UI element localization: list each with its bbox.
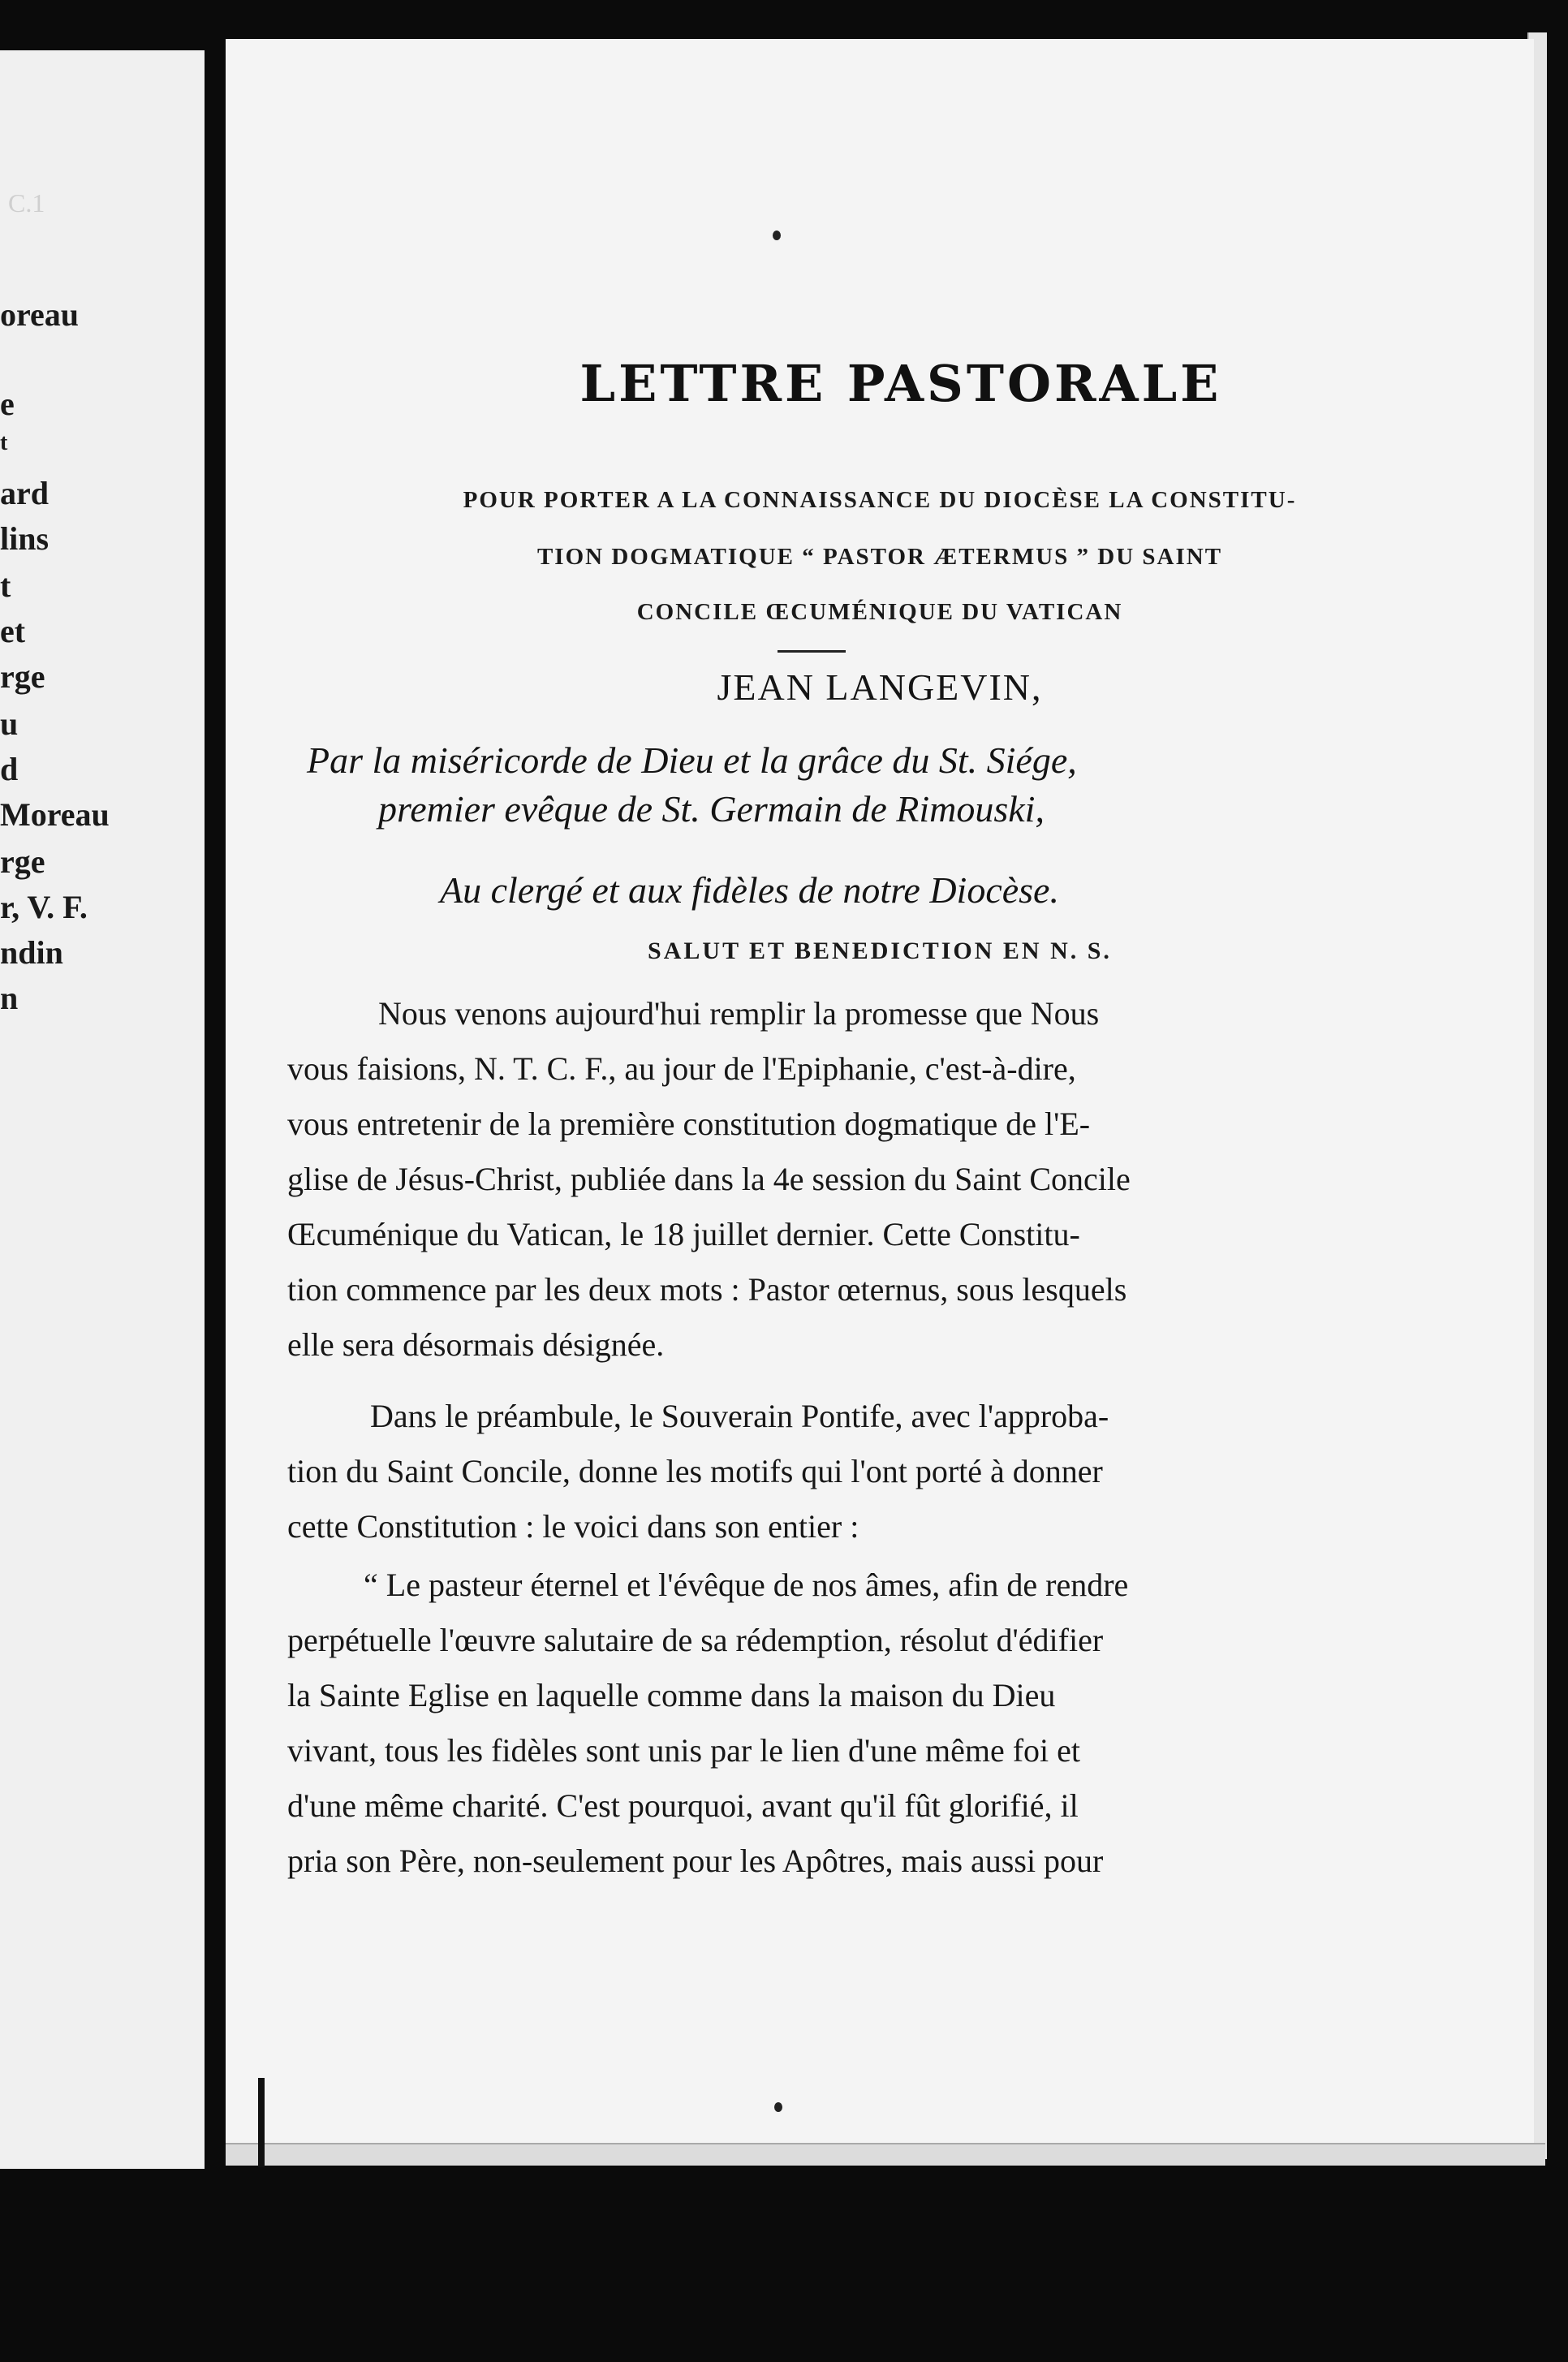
left-line: t — [0, 430, 8, 455]
body-line: elle sera désormais désignée. — [287, 1326, 665, 1363]
main-page — [226, 39, 1534, 2157]
salutation: SALUT ET BENEDICTION EN N. S. — [648, 937, 1112, 964]
left-line: oreau — [0, 296, 80, 333]
left-line: et — [0, 613, 26, 649]
left-line: ard — [0, 475, 49, 511]
body-line: vivant, tous les fidèles sont unis par le lien d'une même foi et — [287, 1732, 1080, 1769]
left-line: ndin — [0, 934, 63, 971]
body-line: glise de Jésus-Christ, publiée dans la 4e session du Saint Concile — [287, 1161, 1131, 1197]
heading-line: POUR PORTER A LA CONNAISSANCE DU DIOCÈSE LA CONSTITU- — [463, 487, 1297, 513]
body-line: cette Constitution : le voici dans son entier : — [287, 1508, 859, 1545]
body-line: vous faisions, N. T. C. F., au jour de l'Epiphanie, c'est-à-dire, — [287, 1050, 1076, 1087]
body-line: d'une même charité. C'est pourquoi, avant qu'il fût glorifié, il — [287, 1787, 1079, 1824]
body-line: vous entretenir de la première constitution dogmatique de l'E- — [287, 1106, 1091, 1142]
body-line: pria son Père, non-seulement pour les Apôtres, mais aussi pour — [287, 1843, 1104, 1879]
binding-shadow — [258, 2078, 265, 2167]
body-line: “ Le pasteur éternel et l'évêque de nos âmes, afin de rendre — [364, 1567, 1129, 1603]
left-page-fragment — [0, 50, 205, 2169]
printer-mark — [774, 2102, 782, 2112]
left-line: Moreau — [0, 796, 110, 833]
left-line: u — [0, 705, 19, 742]
left-line: lins — [0, 520, 50, 557]
left-line: rge — [0, 843, 45, 880]
body-line: Œcuménique du Vatican, le 18 juillet dernier. Cette Constitu- — [287, 1216, 1080, 1252]
bleed-text: C.1 — [8, 188, 45, 218]
page-bottom-edge — [226, 2143, 1545, 2166]
body-line: Nous venons aujourd'hui remplir la promesse que Nous — [378, 995, 1100, 1032]
body-line: tion du Saint Concile, donne les motifs qui l'ont porté à donner — [287, 1453, 1103, 1489]
document-title: LETTRE PASTORALE — [579, 354, 1222, 413]
left-line: rge — [0, 658, 45, 695]
printer-mark — [773, 231, 781, 240]
left-line: e — [0, 386, 15, 422]
body-line: tion commence par les deux mots : Pastor œternus, sous lesquels — [287, 1271, 1127, 1308]
heading-line: CONCILE ŒCUMÉNIQUE DU VATICAN — [636, 599, 1123, 625]
left-line: t — [0, 567, 11, 604]
body-line: Dans le préambule, le Souverain Pontife, avec l'approba- — [370, 1398, 1109, 1434]
address-line: Au clergé et aux fidèles de notre Diocèse. — [440, 869, 1059, 911]
heading-line: TION DOGMATIQUE “ PASTOR ÆTERMUS ” DU SAINT — [536, 544, 1223, 570]
left-line: d — [0, 751, 19, 787]
author-title-line: premier evêque de St. Germain de Rimouski, — [378, 788, 1045, 830]
left-line: n — [0, 980, 19, 1016]
left-line: r, V. F. — [0, 889, 88, 925]
author-title-line: Par la miséricorde de Dieu et la grâce du St. Siége, — [307, 739, 1077, 781]
body-line: la Sainte Eglise en laquelle comme dans la maison du Dieu — [287, 1677, 1056, 1713]
divider — [778, 650, 846, 653]
body-line: perpétuelle l'œuvre salutaire de sa rédemption, résolut d'édifier — [287, 1622, 1104, 1658]
author-name: JEAN LANGEVIN, — [717, 666, 1043, 708]
